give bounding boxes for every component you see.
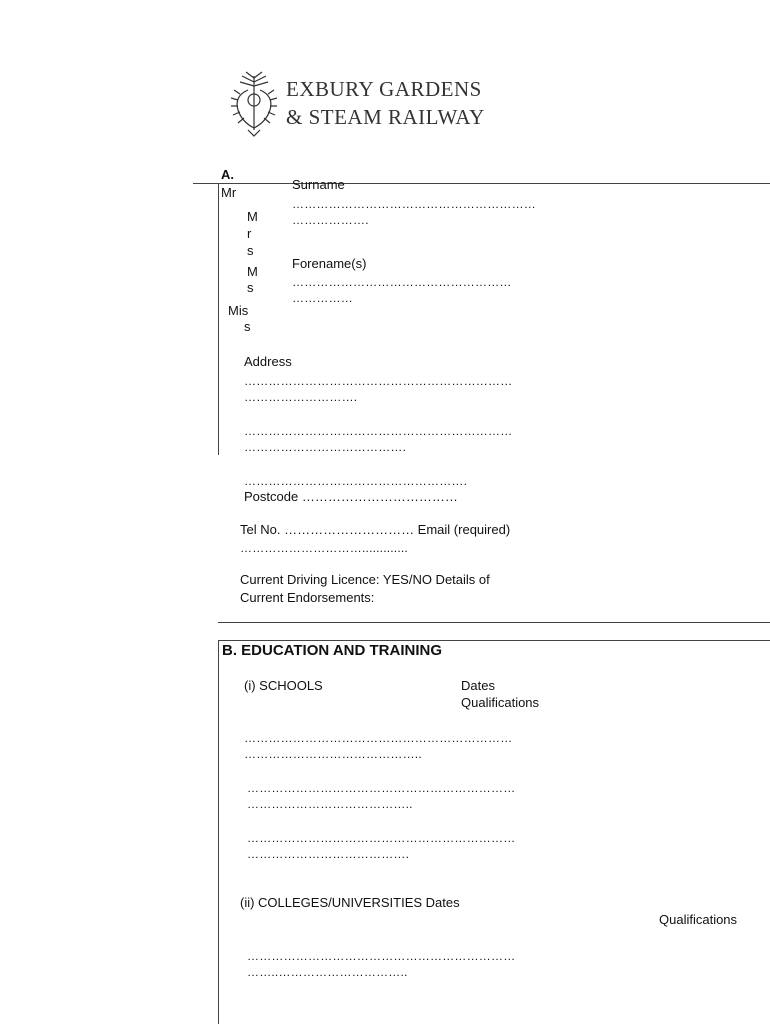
section-b-top-rule — [218, 640, 770, 641]
forename-label: Forename(s) — [292, 256, 367, 271]
title-miss: Mis s — [228, 303, 251, 334]
section-a-top-rule — [193, 183, 770, 184]
school-row-2[interactable]: ………………………………………………………… ………………………………….. — [247, 781, 516, 811]
surname-field[interactable]: …………………………………………………… ………………. — [292, 197, 536, 227]
logo-line1: EXBURY GARDENS — [286, 77, 482, 101]
college-row-1[interactable]: ………………………………………………………… ……..………………………….. — [247, 949, 516, 979]
school-row-1[interactable]: ………………………………………………………… …………………………………….. — [244, 731, 513, 761]
logo-line2: & STEAM RAILWAY — [286, 105, 485, 129]
address-field-line3[interactable]: ………………………………………………. — [244, 474, 468, 488]
driving-licence-line2: Current Endorsements: — [240, 590, 375, 605]
address-field-line2[interactable]: ………………………………………………………… …………………………………. — [244, 424, 513, 454]
driving-licence-line1: Current Driving Licence: YES/NO Details of — [240, 572, 490, 587]
schools-qualifications-label: Qualifications — [461, 695, 540, 710]
address-field-line1[interactable]: ………………………………………………………… ………………………. — [244, 374, 513, 404]
section-a-left-rule — [218, 183, 219, 455]
title-ms: M s — [247, 264, 258, 295]
logo — [228, 70, 498, 142]
section-a-bottom-rule — [218, 622, 770, 623]
surname-label: Surname — [292, 177, 345, 192]
schools-dates-label: Dates — [461, 678, 495, 693]
colleges-label: (ii) COLLEGES/UNIVERSITIES Dates — [240, 895, 460, 910]
schools-label: (i) SCHOOLS — [244, 678, 323, 693]
postcode-field[interactable]: Postcode ……………………………… — [244, 489, 458, 504]
colleges-qualifications-label: Qualifications — [659, 912, 738, 927]
forename-field[interactable]: ……………………………………………… …………… — [292, 275, 512, 305]
title-mrs: M r s — [247, 209, 258, 258]
school-row-3[interactable]: ………………………………………………………… …………………………………. — [247, 831, 516, 861]
feather-wreath-emblem-icon — [228, 70, 280, 138]
section-a-label: A. — [221, 167, 234, 182]
section-b-heading: B. EDUCATION AND TRAINING — [222, 642, 442, 659]
address-label: Address — [244, 354, 292, 369]
section-b-left-rule — [218, 640, 219, 1024]
title-mr: Mr — [221, 185, 237, 200]
tel-email-dots[interactable]: …………………………............. — [240, 541, 408, 555]
tel-email-field[interactable]: Tel No. ………………………… Email (required) — [240, 522, 511, 537]
